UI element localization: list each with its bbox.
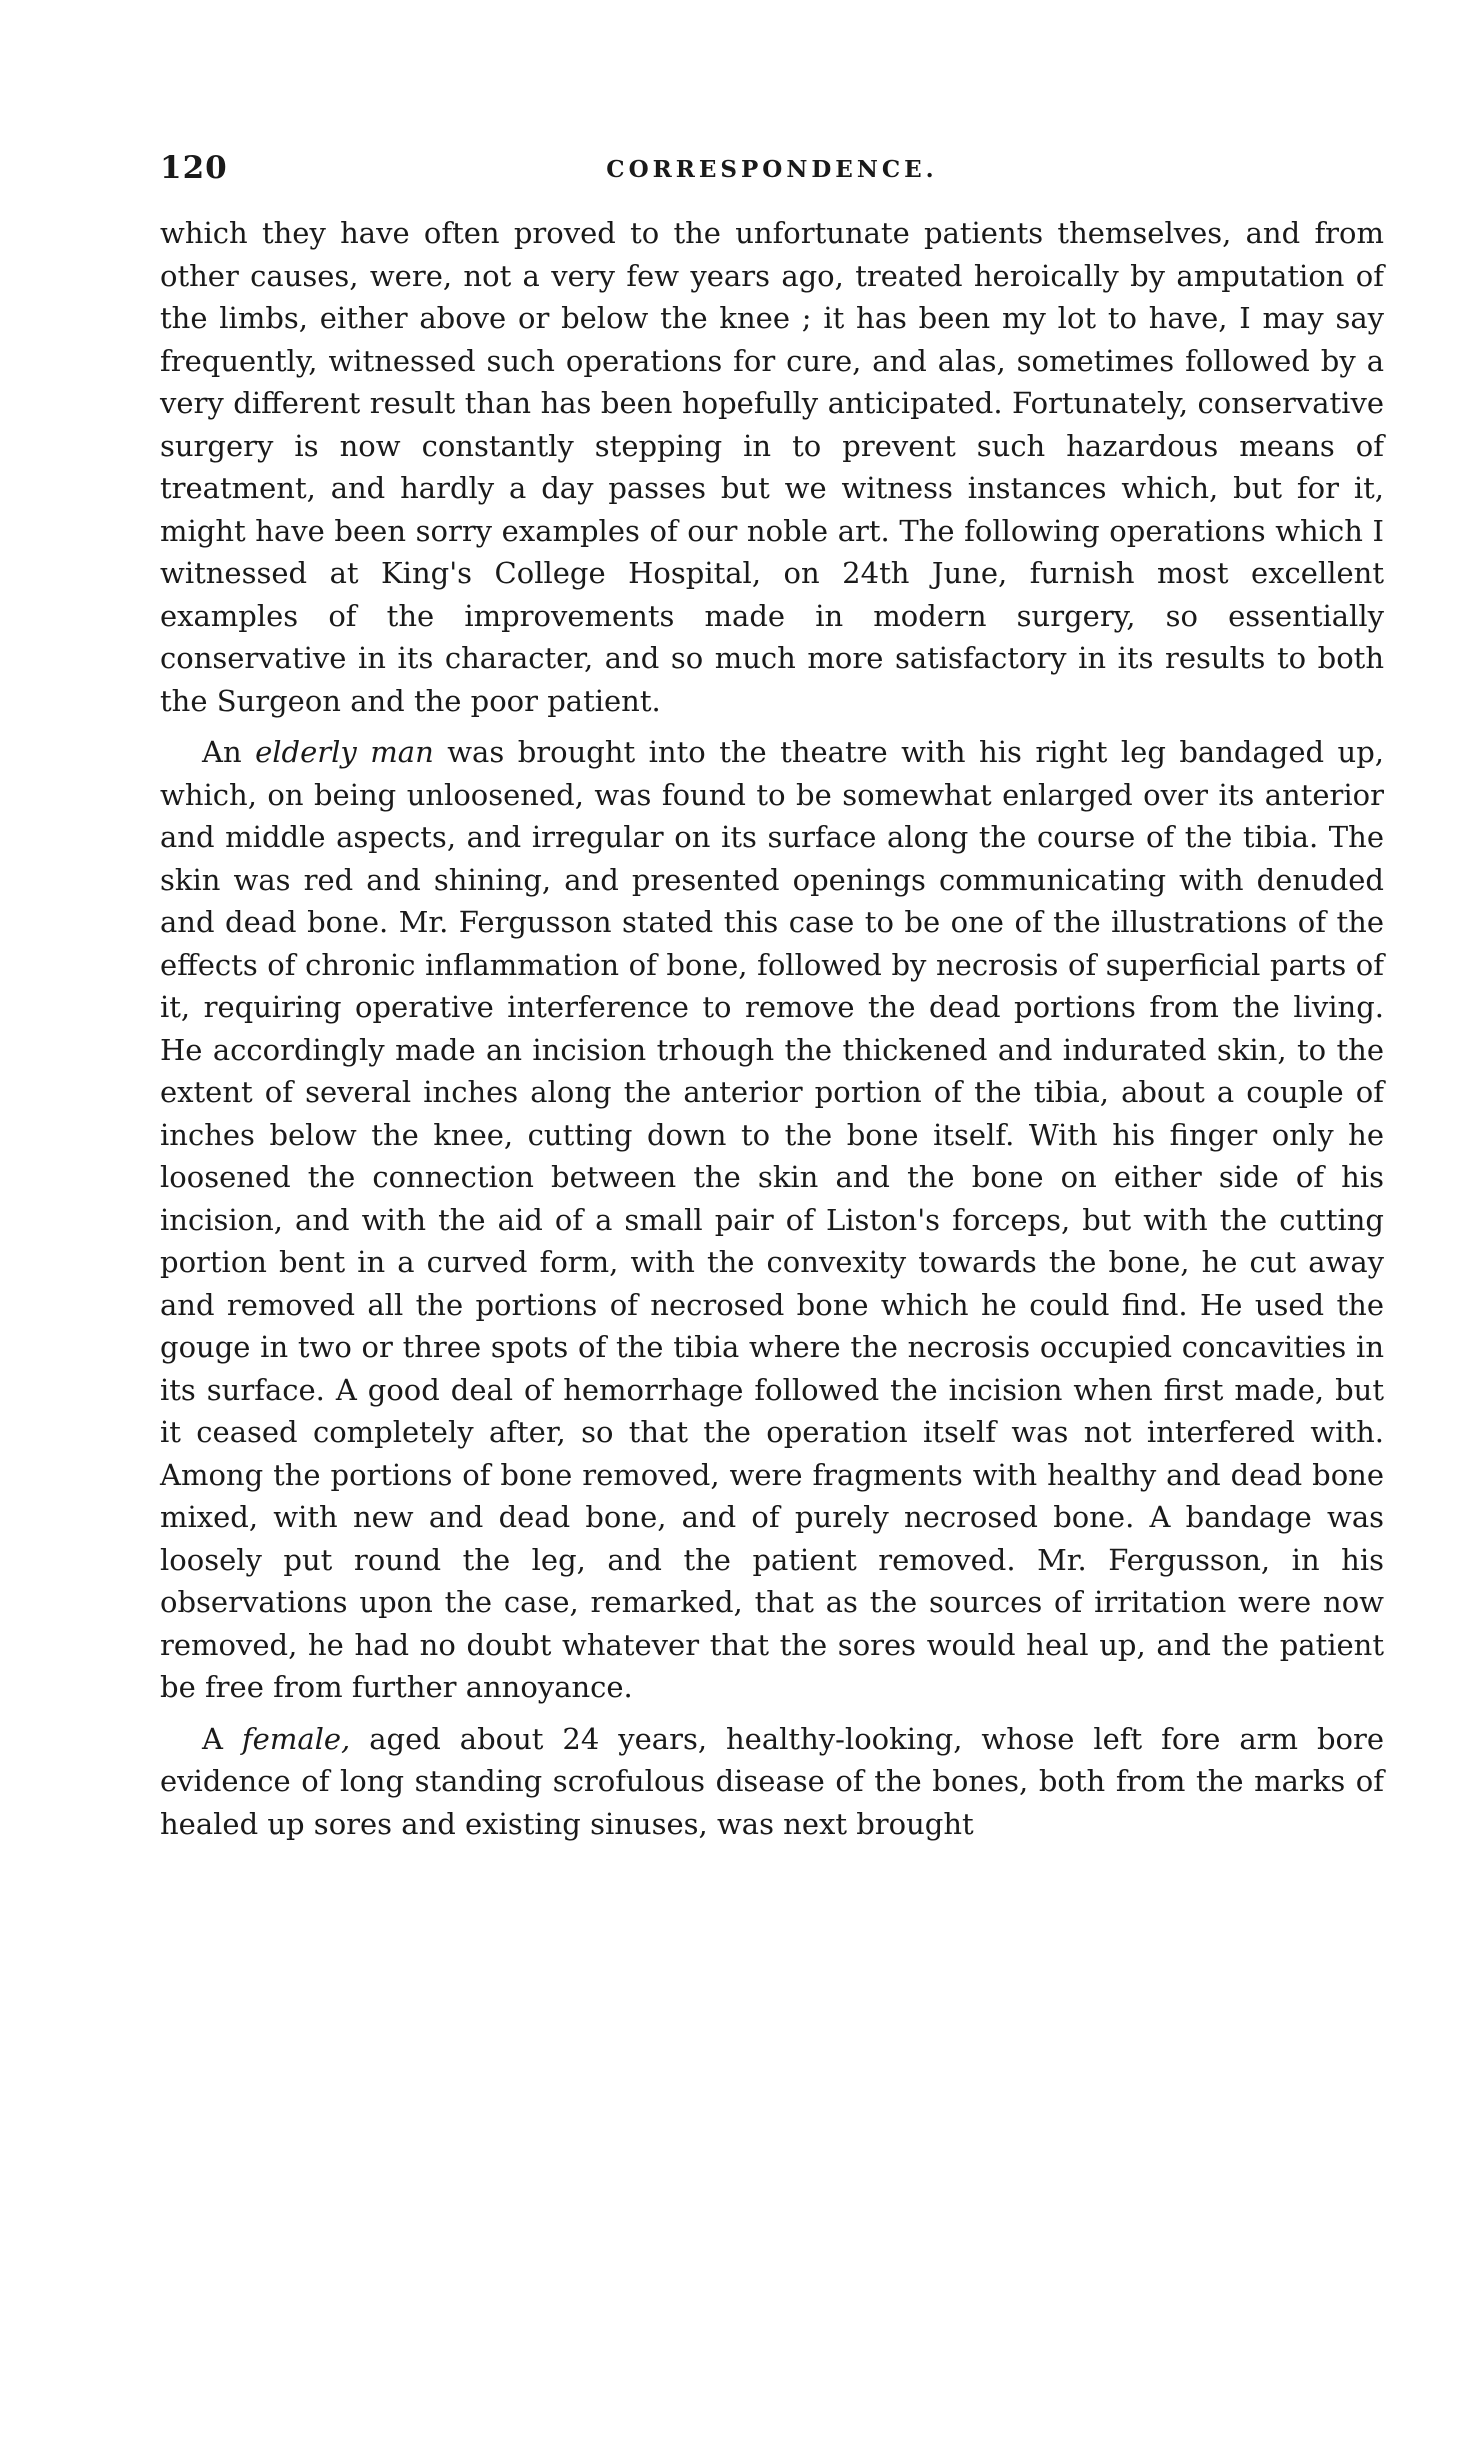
paragraph-text: was brought into the theatre with his right leg bandaged up, which, on being unloosened, was found to be somewhat enlarged over its anterior and middle aspects, and irregular on its surface along the course of the tibia. The skin was red and shining, and presented openings communicating with denuded and dead bone. Mr. Fergusson stated this case to be one of the illustrations of the effects of chronic inflammation of bone, followed by necrosis of superficial parts of it, requiring operative interference to remove the dead portions from the living. He accordingly made an incision trhough the thickened and indurated skin, to the extent of several inches along the anterior portion of the tibia, about a couple of inches below the knee, cutting down to the bone itself. With his finger only he loosened the connection between the skin and the bone on either side of his incision, and with the aid of a small pair of Liston's forceps, but with the cutting portion bent in a curved form, with the convexity towards the bone, he cut away and removed all the portions of necrosed bone which he could find. He used the gouge in two or three spots of the tibia where the necrosis occupied concavities in its surface. A good deal of hemorrhage followed the incision when first made, but it ceased completely after, so that the operation itself was not interfered with. Among the portions of bone removed, were fragments with healthy and dead bone mixed, with new and dead bone, and of purely necrosed bone. A bandage was loosely put round the leg, and the patient removed. Mr. Fergusson, in his observations upon the case, remarked, that as the sources of irritation were now removed, he had no doubt whatever that the sores would heal up, and the patient be free from further annoyance. — [160, 735, 1384, 1704]
body-text — [160, 212, 1384, 1845]
document-page — [160, 150, 1384, 1854]
running-head — [160, 150, 1384, 210]
paragraph-elderly-man — [160, 731, 1384, 1709]
paragraph-text: which they have often proved to the unfortunate patients themselves, and from other causes, were, not a very few years ago, treated heroically by amputation of the limbs, either above or below the knee ; it has been my lot to have, I may say frequently, witnessed such operations for cure, and alas, sometimes followed by a very different result than has been hopefully anticipated. Fortunately, conservative surgery is now constantly stepping in to prevent such hazardous means of treatment, and hardly a day passes but we witness instances which, but for it, might have been sorry examples of our noble art. The following operations which I witnessed at King's College Hospital, on 24th June, furnish most excellent examples of the improvements made in modern surgery, so essentially conservative in its character, and so much more satisfactory in its results to both the Surgeon and the poor patient. — [160, 216, 1384, 718]
page-number: 120 — [160, 150, 228, 186]
paragraph-lead: A — [202, 1721, 242, 1756]
paragraph-lead: An — [202, 735, 256, 769]
paragraph-female — [160, 1718, 1384, 1846]
paragraph-continuation — [160, 212, 1384, 722]
paragraph-emphasis: female, — [241, 1721, 351, 1756]
paragraph-text: aged about 24 years, healthy-looking, whose left fore arm bore evidence of long standing scrofulous disease of the bones, both from the marks of healed up sores and existing sinuses, was next brought — [160, 1721, 1384, 1841]
paragraph-emphasis: elderly man — [255, 735, 434, 769]
running-title: CORRESPONDENCE. — [606, 156, 938, 183]
